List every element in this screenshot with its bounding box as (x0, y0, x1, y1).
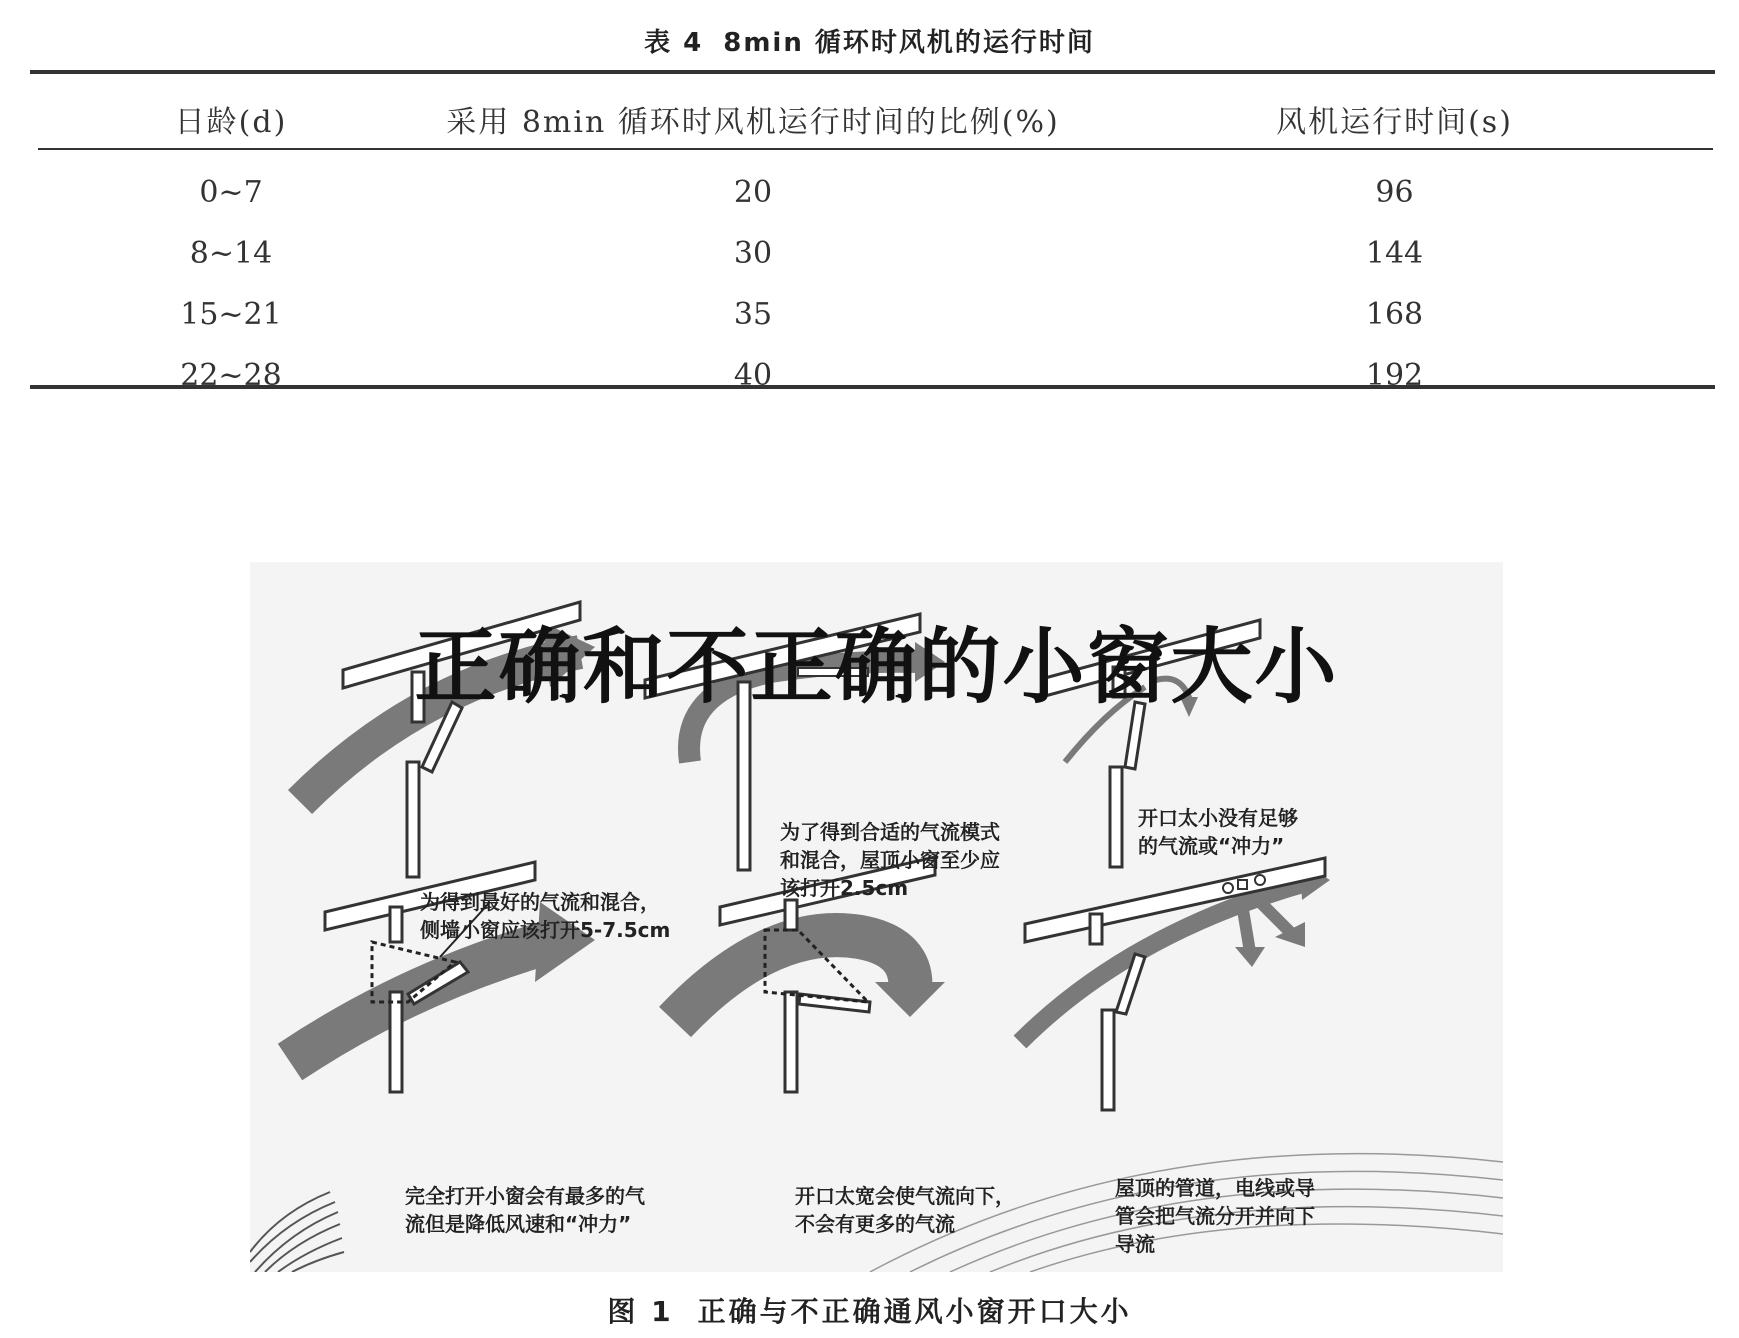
data-table (30, 76, 1715, 406)
table-caption-text: 8min 循环时风机的运行时间 (723, 28, 1095, 58)
panel-text-line: 为了得到合适的气流模式 (780, 820, 1000, 844)
panel-text-line: 屋顶的管道，电线或导 (1115, 1176, 1315, 1200)
panel-text-line: 为得到最好的气流和混合， (420, 890, 660, 914)
figure-title: 正确和不正确的小窗大小 (414, 620, 1339, 715)
panel-text-line: 开口太小没有足够 (1138, 806, 1298, 830)
table-cell: 168 (1365, 297, 1424, 332)
table-caption-number: 表 4 (644, 28, 704, 58)
column-header-time: 风机运行时间(s) (1276, 105, 1513, 140)
panel-text-line: 管会把气流分开并向下 (1115, 1204, 1315, 1228)
table-cell: 8~14 (189, 236, 273, 271)
table-caption (0, 22, 1739, 59)
corner-hatch-decoration (250, 1192, 344, 1272)
table-cell: 144 (1365, 236, 1424, 271)
panel-text-line: 和混合，屋顶小窗至少应 (780, 848, 1000, 872)
table-cell: 20 (733, 175, 773, 210)
table-cell: 40 (733, 358, 773, 393)
table-row (30, 223, 1715, 284)
figure-illustration (250, 562, 1503, 1272)
panel-text-line: 完全打开小窗会有最多的气 (405, 1184, 645, 1208)
figure-caption (0, 1290, 1739, 1330)
panel-4-text (405, 1182, 645, 1238)
panel-text-line: 不会有更多的气流 (795, 1212, 955, 1236)
table-cell: 0~7 (199, 175, 263, 210)
panel-1-text (420, 888, 670, 944)
panel-text-line: 的气流或“冲力” (1138, 834, 1285, 858)
figure-caption-number: 图 1 (607, 1295, 674, 1328)
column-header-ratio: 采用 8min 循环时风机运行时间的比例(%) (446, 105, 1060, 140)
panel-6-diagram (1020, 858, 1330, 1110)
figure-caption-text: 正确与不正确通风小窗开口大小 (697, 1295, 1132, 1328)
panel-3-text (1138, 804, 1298, 860)
table-cell: 96 (1375, 175, 1414, 210)
table-cell: 30 (733, 236, 773, 271)
panel-6-text (1115, 1174, 1315, 1258)
table-cell: 192 (1365, 358, 1424, 393)
table-top-rule (30, 70, 1715, 74)
panel-5-text (795, 1182, 1015, 1238)
panel-text-line: 侧墙小窗应该打开5-7.5cm (420, 918, 671, 942)
table-cell: 15~21 (180, 297, 282, 332)
panel-text-line: 导流 (1115, 1232, 1155, 1256)
table-header-row (30, 76, 1715, 162)
table-row (30, 345, 1715, 406)
column-header-age: 日龄(d) (174, 105, 288, 140)
table-cell: 35 (733, 297, 773, 332)
panel-text-line: 该打开2.5cm (780, 876, 909, 900)
table-row (30, 162, 1715, 223)
panel-text-line: 开口太宽会使气流向下， (795, 1184, 1015, 1208)
table-row (30, 284, 1715, 345)
table-cell: 22~28 (180, 358, 282, 393)
panel-text-line: 流但是降低风速和“冲力” (405, 1212, 632, 1236)
panel-2-text (780, 818, 1000, 902)
